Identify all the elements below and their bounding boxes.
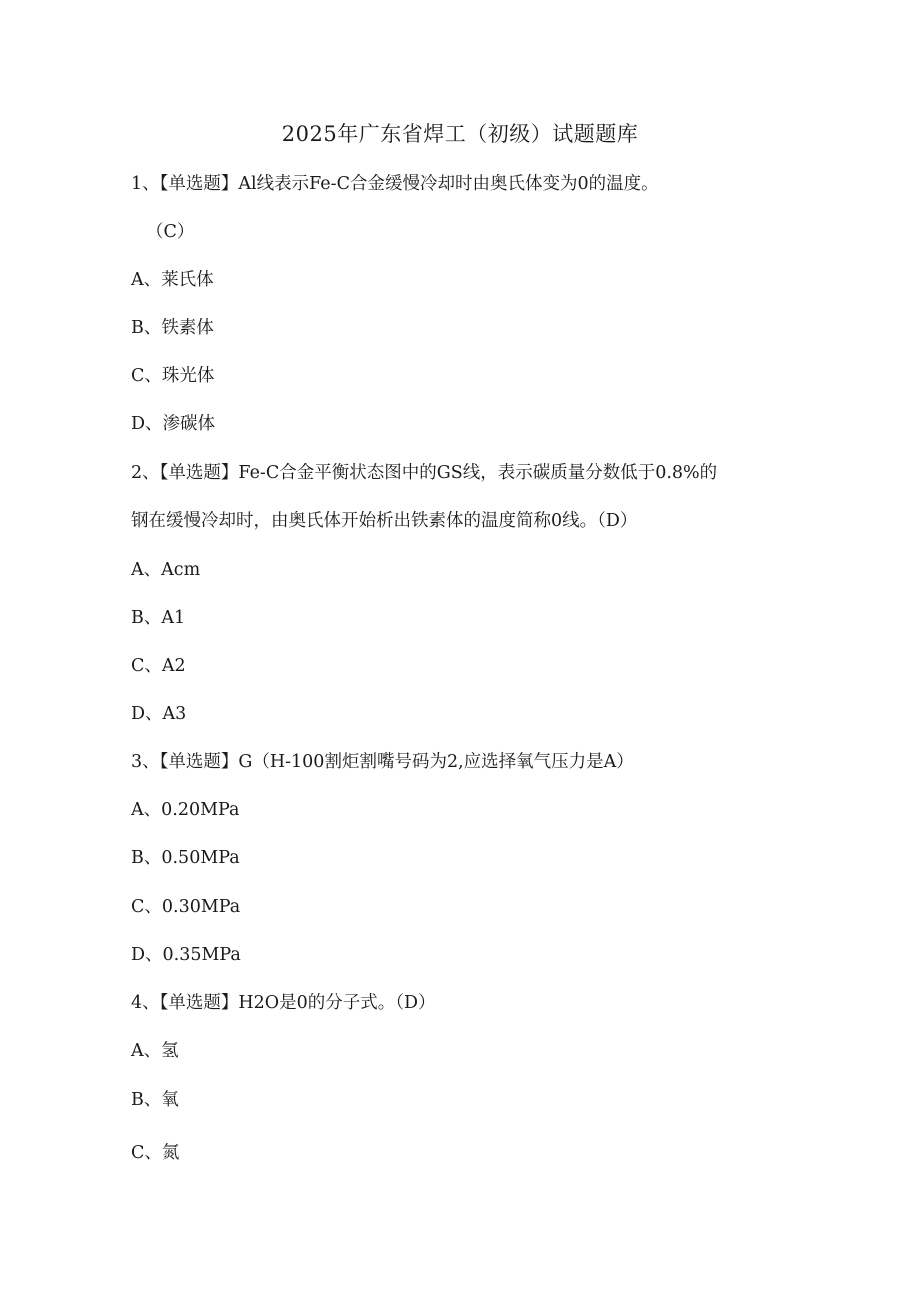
question-3-option-b: B、0.50MPa [131,848,240,868]
question-3-stem-line-1: 3、【单选题】G（H-100割炬割嘴号码为2,应选择氧气压力是A） [131,752,634,772]
question-4-option-c: C、氮 [131,1143,180,1163]
question-2-option-a: A、Acm [131,560,201,580]
question-1-stem-line-1: 1、【单选题】Al线表示Fe-C合金缓慢冷却时由奥氏体变为0的温度。 [131,174,659,194]
question-2-stem-line-1: 2、【单选题】Fe-C合金平衡状态图中的GS线，表示碳质量分数低于0.8%的 [131,463,718,483]
question-3-option-a: A、0.20MPa [131,800,240,820]
question-4-option-a: A、氢 [131,1041,179,1061]
question-1-stem-line-2: （C） [146,222,195,242]
question-1-option-a: A、莱氏体 [131,270,214,290]
question-4-stem-line-1: 4、【单选题】H2O是0的分子式。（D） [131,993,436,1013]
question-3-option-c: C、0.30MPa [131,897,241,917]
question-2-option-b: B、A1 [131,608,186,628]
question-3-option-d: D、0.35MPa [131,945,241,965]
question-1-option-b: B、铁素体 [131,318,214,338]
question-2-option-c: C、A2 [131,656,186,676]
question-2-stem-line-2: 钢在缓慢冷却时，由奥氏体开始析出铁素体的温度简称0线。（D） [131,511,638,531]
question-1-option-d: D、渗碳体 [131,414,216,434]
question-1-option-c: C、珠光体 [131,366,215,386]
question-2-option-d: D、A3 [131,704,187,724]
document-title: 2025年广东省焊工（初级）试题题库 [281,122,639,146]
question-4-option-b: B、氧 [131,1090,179,1110]
